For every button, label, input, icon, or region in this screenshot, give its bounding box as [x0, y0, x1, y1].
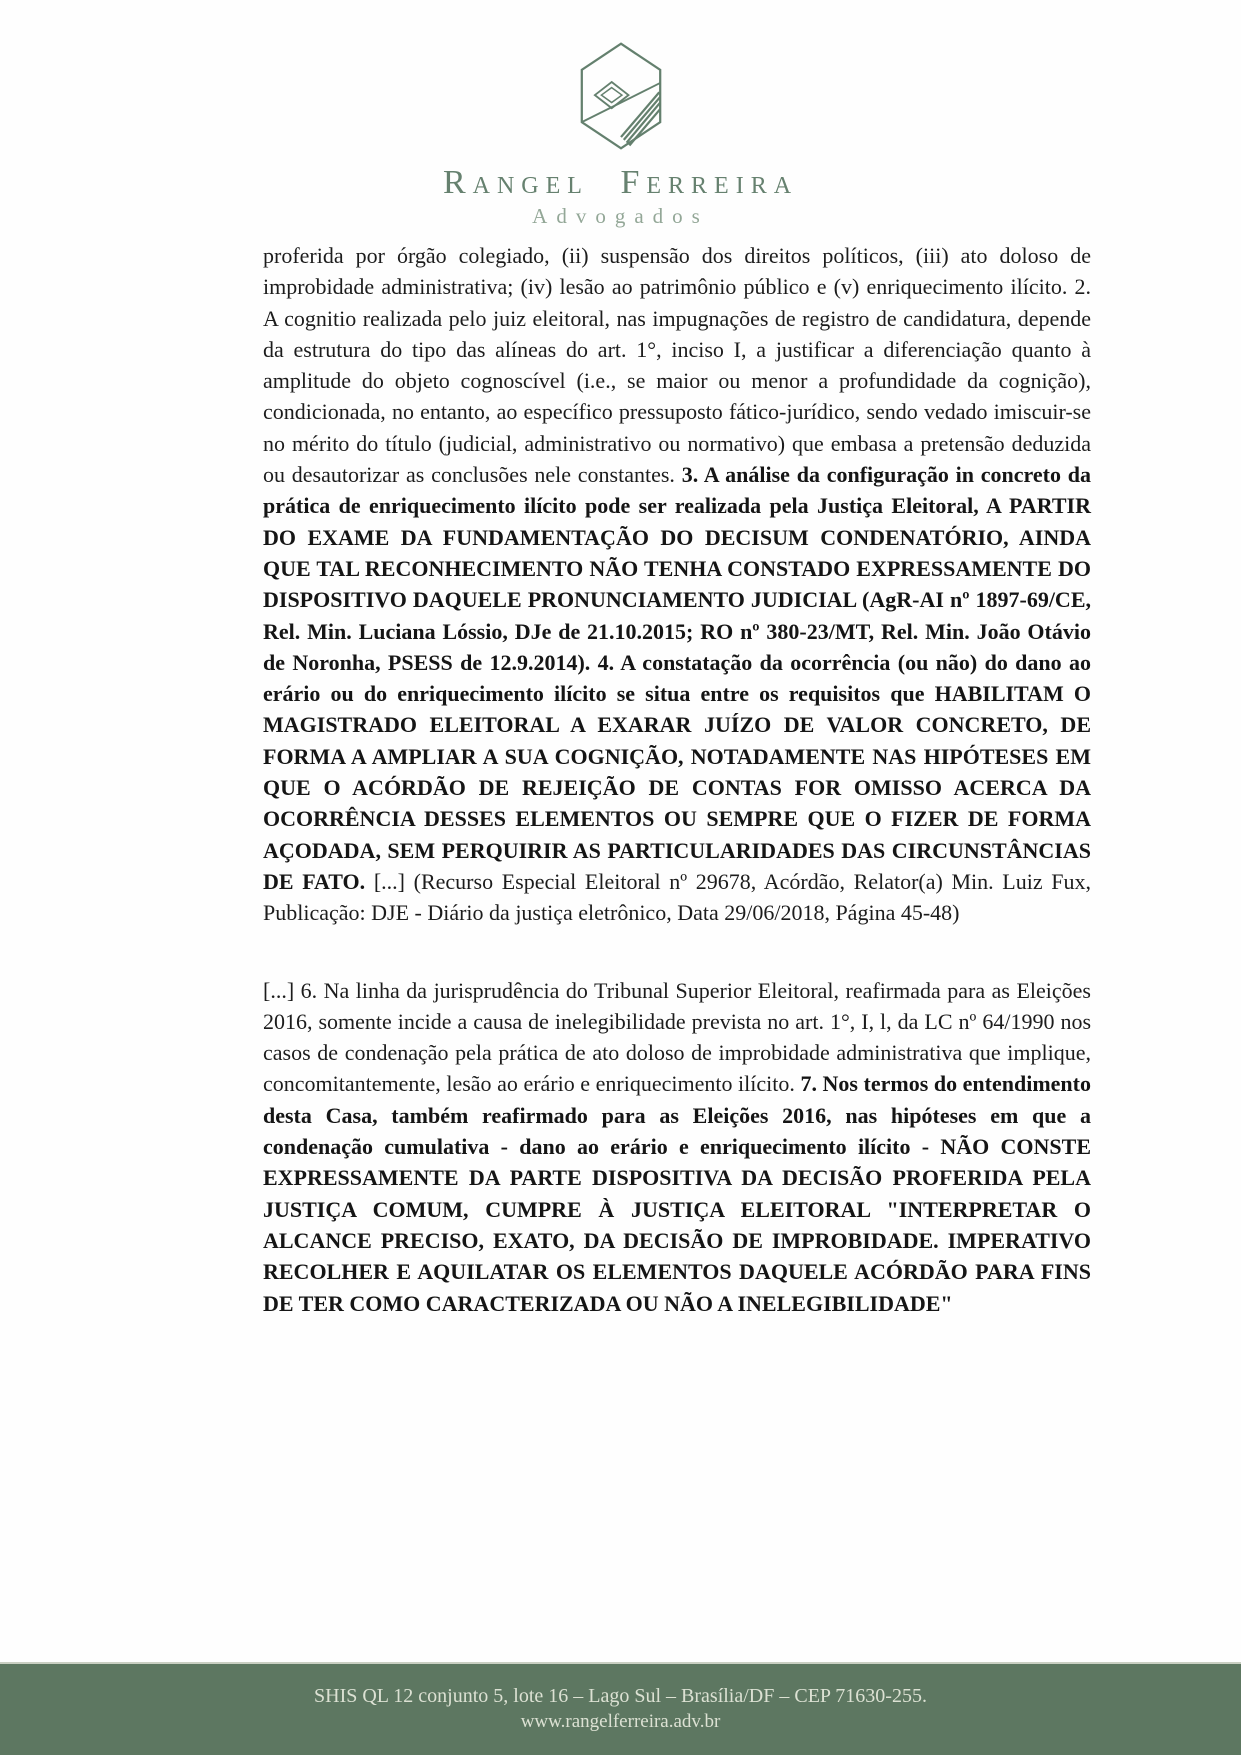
footer-website: www.rangelferreira.adv.br — [520, 1711, 721, 1732]
paragraph1-citation-segment: [...] (Recurso Especial Eleitoral nº 29678, Acórdão, Relator(a) Min. Luiz Fux, Publicação: DJE - Diário da justiça eletrônico, Data 29/06/2018, Página 45-48) — [263, 868, 1092, 926]
paragraph1-bold-segment: 3. A análise da configuração in concreto da prática de enriquecimento ilícito pode ser realizada pela Justiça Eleitoral, A PARTIR DO EXAME DA FUNDAMENTAÇÃO DO DECISUM CONDENATÓRIO, AINDA QUE TAL RECONHECIMENTO NÃO TENHA CONSTADO EXPRESSAMENTE DO DISPOSITIVO DAQUELE PRONUNCIAMENTO JUDICIAL (AgR-AI nº 1897-69/CE, Rel. Min. Luciana Lóssio, DJe de 21.10.2015; RO nº 380-23/MT, Rel. Min. João Otávio de Noronha, PSESS de 12.9.2014). 4. A constatação da ocorrência (ou não) do dano ao erário ou do enriquecimento ilícito se situa entre os requisitos que HABILITAM O MAGISTRADO ELEITORAL A EXARAR JUÍZO DE VALOR CONCRETO, DE FORMA A AMPLIAR A SUA COGNIÇÃO, NOTADAMENTE NAS HIPÓTESES EM QUE O ACÓRDÃO DE REJEIÇÃO DE CONTAS FOR OMISSO ACERCA DA OCORRÊNCIA DESSES ELEMENTOS OU SEMPRE QUE O FIZER DE FORMA AÇODADA, SEM PERQUIRIR AS PARTICULARIDADES DAS CIRCUNSTÂNCIAS DE FATO. — [263, 462, 1091, 894]
paragraph2-bold-segment: 7. Nos termos do entendimento desta Casa, também reafirmado para as Eleições 2016, nas hipóteses em que a condenação cumulativa - dano ao erário e enriquecimento ilícito - NÃO CONSTE EXPRESSAMENTE DA PARTE DISPOSITIVA DA DECISÃO PROFERIDA PELA JUSTIÇA COMUM, CUMPRE À JUSTIÇA ELEITORAL "INTERPRETAR O ALCANCE PRECISO, EXATO, DA DECISÃO DE IMPROBIDADE. IMPERATIVO RECOLHER E AQUILATAR OS ELEMENTOS DAQUELE ACÓRDÃO PARA FINS DE TER COMO CARACTERIZADA OU NÃO A INELEGIBILIDADE" — [263, 1071, 1091, 1316]
firm-name-word-2: Ferreira — [620, 164, 799, 201]
document-body — [263, 240, 1091, 1319]
firm-logo-icon — [574, 40, 668, 152]
footer-address: SHIS QL 12 conjunto 5, lote 16 – Lago Sul – Brasília/DF – CEP 71630-255. — [314, 1685, 927, 1707]
paragraph-jurisprudence-2 — [263, 975, 1091, 1319]
firm-name-word-1: Rangel — [442, 164, 589, 201]
paragraph-jurisprudence-1 — [263, 240, 1091, 929]
firm-subtitle: Advogados — [532, 204, 709, 228]
firm-name — [443, 164, 798, 202]
letterhead — [0, 40, 1241, 229]
paragraph2-normal-segment-1: [...] 6. Na linha da jurisprudência do Tribunal Superior Eleitoral, reafirmada para as Eleições 2016, somente incide a causa de inelegibilidade prevista no art. 1°, I, l, da LC nº 64/1990 nos casos de condenação pela prática de ato doloso de improbidade administrativa que implique, concomitantemente, lesão ao erário e enriquecimento ilícito. — [263, 977, 1091, 1097]
footer — [0, 1662, 1241, 1755]
paragraph1-normal-segment-1: proferida por órgão colegiado, (ii) suspensão dos direitos políticos, (iii) ato doloso de improbidade administrativa; (iv) lesão ao patrimônio público e (v) enriquecimento ilícito. 2. A cognitio realizada pelo juiz eleitoral, nas impugnações de registro de candidatura, depende da estrutura do tipo das alíneas do art. 1°, inciso I, a justificar a diferenciação quanto à amplitude do objeto cognoscível (i.e., se maior ou menor a profundidade da cognição), condicionada, no entanto, ao específico pressuposto fático-jurídico, sendo vedado imiscuir-se no mérito do título (judicial, administrativo ou normativo) que embasa a pretensão deduzida ou desautorizar as conclusões nele constantes. — [263, 243, 1091, 488]
